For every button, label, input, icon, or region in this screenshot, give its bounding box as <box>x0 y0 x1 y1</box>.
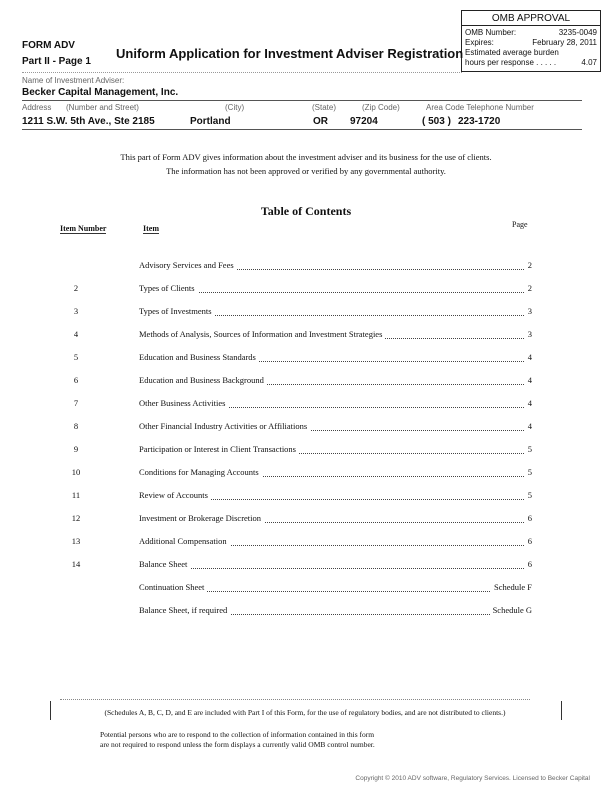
adviser-name-caption: Name of Investment Adviser: <box>22 76 125 85</box>
zip-caption: (Zip Code) <box>362 103 400 112</box>
omb-control-notice <box>100 730 512 750</box>
omb-hours-value: 4.07 <box>581 58 597 67</box>
toc-row <box>60 329 532 343</box>
name-underline <box>22 100 582 101</box>
toc-row <box>60 513 532 527</box>
toc-item-label: Education and Business Background <box>139 375 267 385</box>
state: OR <box>313 116 328 127</box>
toc-item-page: 6 <box>525 559 532 569</box>
toc-item-page: 4 <box>525 398 532 408</box>
form-label: FORM ADV <box>22 40 75 51</box>
toc-row <box>60 467 532 481</box>
phone-caption: Area Code Telephone Number <box>426 103 534 112</box>
adviser-name: Becker Capital Management, Inc. <box>22 87 179 98</box>
address-underline <box>22 129 582 130</box>
toc-leader-dots <box>139 568 532 569</box>
toc-row <box>60 444 532 458</box>
toc-title: Table of Contents <box>260 204 352 218</box>
toc-row <box>60 490 532 504</box>
toc-item-page: Schedule F <box>491 582 532 592</box>
toc-page-header: Page <box>512 220 528 229</box>
omb-expires-row <box>465 38 597 47</box>
notice-line-1: This part of Form ADV gives information about the investment adviser and its business for the use of clients. <box>120 152 492 162</box>
omb-expires-label: Expires: <box>465 38 494 47</box>
toc-item-label: Other Financial Industry Activities or Affiliations <box>139 421 310 431</box>
omb-approval-title: OMB APPROVAL <box>462 13 600 26</box>
street-address: 1211 S.W. 5th Ave., Ste 2185 <box>22 116 155 127</box>
toc-item-label: Advisory Services and Fees <box>139 260 237 270</box>
area-code: ( 503 ) <box>422 116 451 127</box>
toc-item-page: Schedule G <box>490 605 532 615</box>
omb-number-label: OMB Number: <box>465 28 517 37</box>
toc-item-label: Continuation Sheet <box>139 582 207 592</box>
omb-notice-line-2: are not required to respond unless the form displays a currently valid OMB control number. <box>100 740 375 749</box>
toc-item-label: Balance Sheet, if required <box>139 605 230 615</box>
toc-item-page: 5 <box>525 444 532 454</box>
toc-item-number: 14 <box>71 559 81 569</box>
omb-burden-label: Estimated average burden <box>465 48 559 57</box>
toc-item-label: Methods of Analysis, Sources of Information and Investment Strategies <box>139 329 385 339</box>
toc-item-label: Investment or Brokerage Discretion <box>139 513 264 523</box>
toc-row <box>60 605 532 619</box>
omb-approval-box <box>461 10 601 72</box>
notice-line-2: The information has not been approved or verified by any governmental authority. <box>166 166 446 176</box>
toc-item-page: 4 <box>525 421 532 431</box>
street-caption: (Number and Street) <box>66 103 139 112</box>
toc-item-number-header: Item Number <box>60 224 107 233</box>
page-title: Uniform Application for Investment Adviser Registration <box>116 46 464 61</box>
toc-item-number: 4 <box>73 329 79 339</box>
toc-row <box>60 398 532 412</box>
state-caption: (State) <box>312 103 337 112</box>
toc-item-label: Participation or Interest in Client Transactions <box>139 444 299 454</box>
toc-row <box>60 559 532 573</box>
toc-item-page: 3 <box>525 306 532 316</box>
omb-burden-row <box>465 48 597 57</box>
toc-item-label: Types of Investments <box>139 306 215 316</box>
toc-item-number: 8 <box>73 421 79 431</box>
address-caption: Address <box>22 103 52 112</box>
toc-item-page: 3 <box>525 329 532 339</box>
title-divider <box>22 72 462 73</box>
toc-item-page: 5 <box>525 490 532 500</box>
copyright-line: Copyright © 2010 ADV software, Regulatory Services. Licensed to Becker Capital <box>355 775 590 782</box>
omb-hours-label: hours per response . . . . . <box>465 58 557 67</box>
omb-number-value: 3235-0049 <box>558 28 597 37</box>
toc-row <box>60 582 532 596</box>
toc-leader-dots <box>139 292 532 293</box>
toc-item-label: Education and Business Standards <box>139 352 259 362</box>
toc-item-label: Review of Accounts <box>139 490 211 500</box>
toc-item-number: 5 <box>73 352 79 362</box>
disclosure-notice <box>60 150 552 178</box>
toc-item-page: 4 <box>525 375 532 385</box>
toc-item-page: 2 <box>525 260 532 270</box>
toc-item-label: Additional Compensation <box>139 536 230 546</box>
telephone-number: 223-1720 <box>458 116 501 127</box>
toc-item-number: 7 <box>73 398 79 408</box>
toc-item-number: 12 <box>71 513 81 523</box>
toc-item-label: Conditions for Managing Accounts <box>139 467 262 477</box>
omb-expires-value: February 28, 2011 <box>532 38 597 47</box>
toc-item-number: 6 <box>73 375 79 385</box>
toc-item-number: 13 <box>71 536 81 546</box>
toc-item-page: 2 <box>525 283 532 293</box>
toc-row <box>60 283 532 297</box>
toc-row <box>60 375 532 389</box>
toc-item-page: 6 <box>525 536 532 546</box>
toc-row <box>60 260 532 274</box>
toc-row <box>60 306 532 320</box>
omb-hours-row <box>465 58 597 67</box>
footer-divider <box>60 699 530 700</box>
city-caption: (City) <box>225 103 245 112</box>
toc-item-number: 2 <box>73 283 79 293</box>
toc-item-page: 4 <box>525 352 532 362</box>
schedules-note: (Schedules A, B, C, D, and E are included with Part I of this Form, for the use of regulatory bodies, and are not distributed to clients.) <box>104 708 506 717</box>
toc-row <box>60 536 532 550</box>
toc-item-number: 10 <box>71 467 81 477</box>
toc-item-page: 6 <box>525 513 532 523</box>
city: Portland <box>190 116 231 127</box>
toc-item-number: 3 <box>73 306 79 316</box>
toc-item-header: Item <box>143 224 159 233</box>
toc-item-label: Balance Sheet <box>139 559 190 569</box>
part-label: Part II - Page 1 <box>22 56 91 67</box>
toc-row <box>60 352 532 366</box>
toc-item-number: 9 <box>73 444 79 454</box>
toc-row <box>60 421 532 435</box>
toc-item-label: Types of Clients <box>139 283 198 293</box>
toc-item-label: Other Business Activities <box>139 398 228 408</box>
toc-item-page: 5 <box>525 467 532 477</box>
omb-notice-line-1: Potential persons who are to respond to the collection of information contained in this form <box>100 730 375 739</box>
zip-code: 97204 <box>350 116 378 127</box>
omb-number-row <box>465 28 597 37</box>
toc-item-number: 11 <box>71 490 81 500</box>
